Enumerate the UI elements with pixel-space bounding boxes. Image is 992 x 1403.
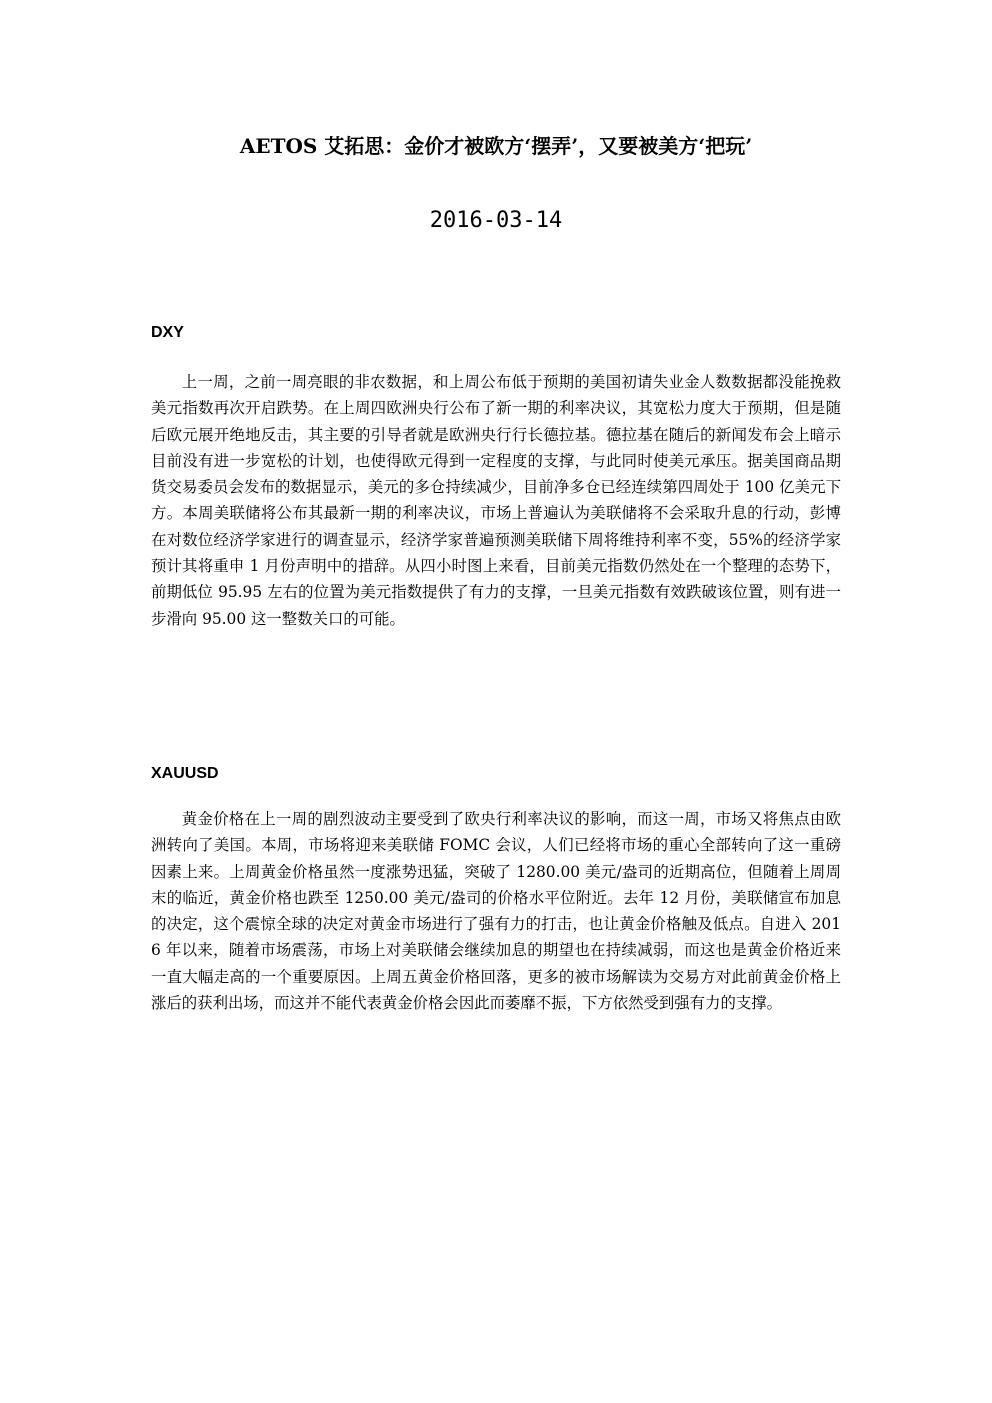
document-title: AETOS 艾拓思：金价才被欧方‘摆弄’，又要被美方‘把玩’ (239, 134, 753, 158)
section-body-dxy: 上一周，之前一周亮眼的非农数据，和上周公布低于预期的美国初请失业金人数数据都没能挽救美元指数再次开启跌势。在上周四欧洲央行公布了新一期的利率决议，其宽松力度大于预期，但是随后欧元展开绝地反击，其主要的引导者就是欧洲央行行长德拉基。德拉基在随后的新闻发布会上暗示目前没有进一步宽松的计划，也使得欧元得到一定程度的支撑，与此同时使美元承压。据美国商品期货交易委员会发布的数据显示，美元的多仓持续减少，目前净多仓已经连续第四周处于 100 亿美元下方。本周美联储将公布其最新一期的利率决议，市场上普遍认为美联储将不会采取升息的行动，彭博在对数位经济学家进行的调查显示，经济学家普遍预测美联储下周将维持利率不变，55%的经济学家预计其将重申 1 月份声明中的措辞。从四小时图上来看，目前美元指数仍然处在一个整理的态势下，前期低位 95.95 左右的位置为美元指数提供了有力的支撑，一旦美元指数有效跌破该位置，则有进一步滑向 95.00 这一整数关口的可能。 (151, 373, 841, 628)
section-heading-xauusd: XAUUSD (151, 765, 219, 782)
document-date: 2016-03-14 (429, 208, 563, 233)
section-heading-dxy: DXY (151, 324, 184, 341)
section-body-xauusd: 黄金价格在上一周的剧烈波动主要受到了欧央行利率决议的影响，而这一周，市场又将焦点由欧洲转向了美国。本周，市场将迎来美联储 FOMC 会议，人们已经将市场的重心全部转向了这一重磅因素上来。上周黄金价格虽然一度涨势迅猛，突破了 1280.00 美元/盎司的近期高位，但随着上周周末的临近，黄金价格也跌至 1250.00 美元/盎司的价格水平位附近。去年 12 月份，美联储宣布加息的决定，这个震惊全球的决定对黄金市场进行了强有力的打击，也让黄金价格触及低点。自进入 2016 年以来，随着市场震荡，市场上对美联储会继续加息的期望也在持续减弱，而这也是黄金价格近来一直大幅走高的一个重要原因。上周五黄金价格回落，更多的被市场解读为交易方对此前黄金价格上涨后的获利出场，而这并不能代表黄金价格会因此而萎靡不振，下方依然受到强有力的支撑。 (151, 810, 841, 1013)
